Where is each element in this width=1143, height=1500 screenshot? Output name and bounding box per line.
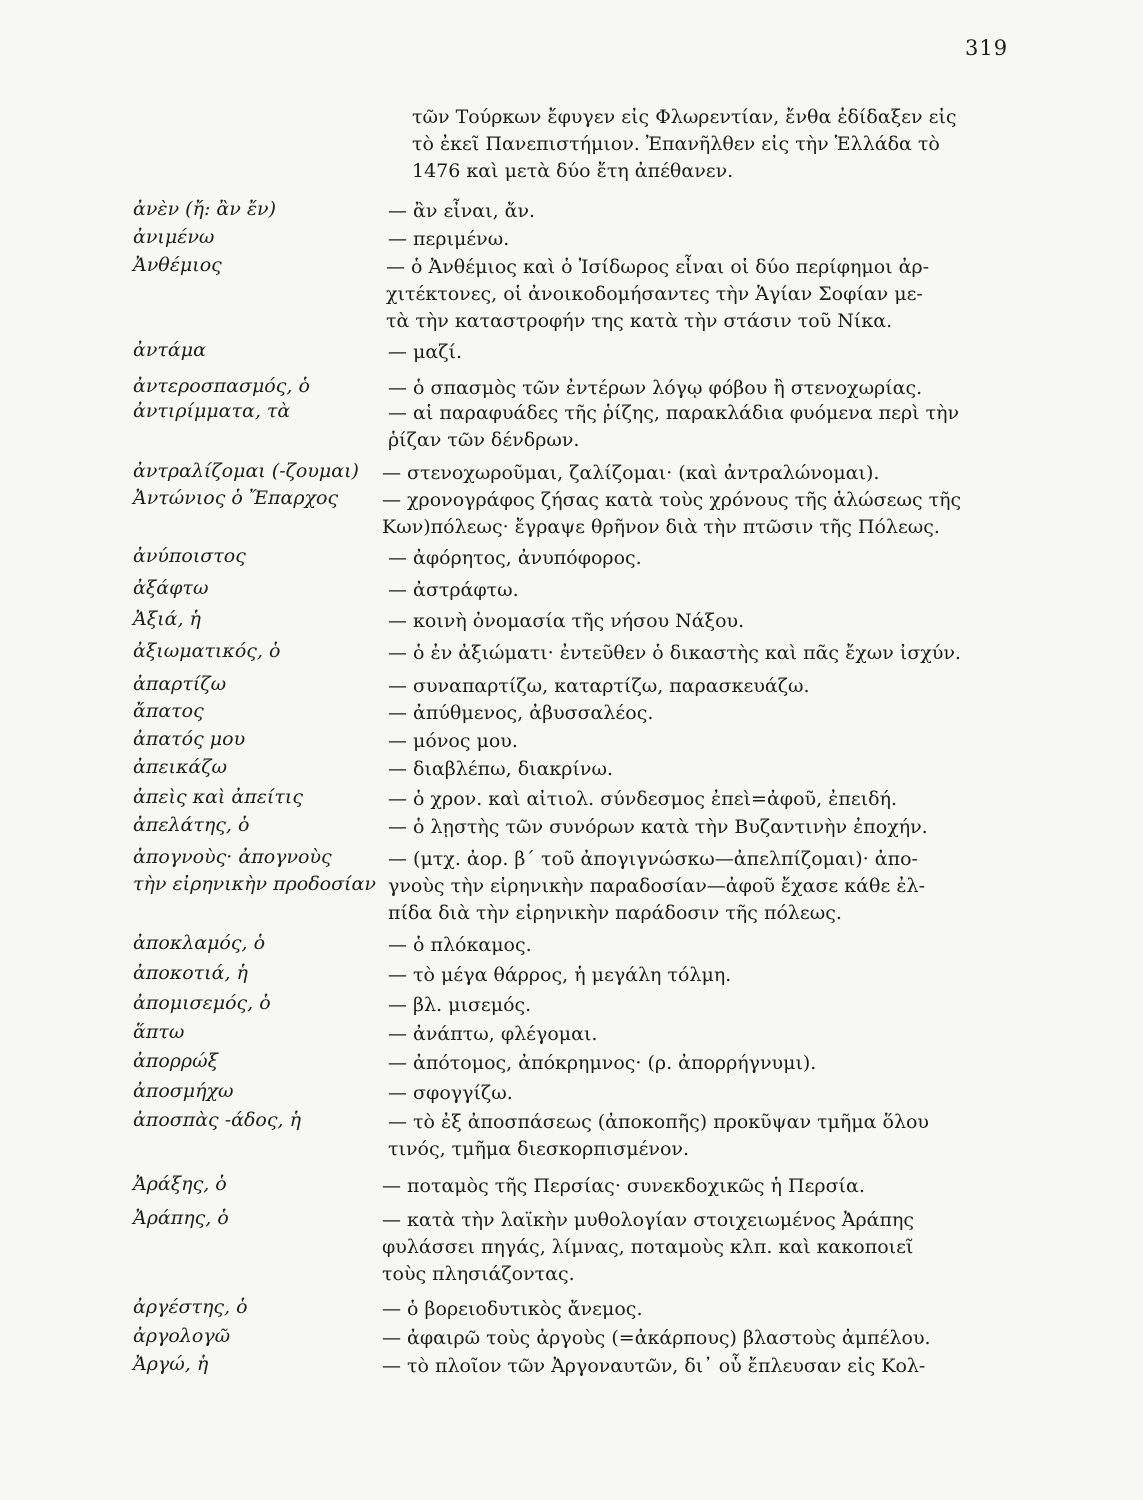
entry-headword: ἀντεροσπασμός, ὁ	[133, 375, 310, 397]
intro-paragraph: τῶν Τούρκων ἔφυγεν εἰς Φλωρεντίαν, ἔνθα ἐδίδαξεν εἰς τὸ ἐκεῖ Πανεπιστήμιον. Ἐπανῆλθεν εἰς τὴν Ἑλλάδα τὸ 1476 καὶ μετὰ δύο ἔτη ἀπέθανεν.	[412, 106, 957, 182]
entry-headword: ἀπομισεμός, ὁ	[133, 992, 271, 1014]
entry-headword: ἀργέστης, ὁ	[133, 1296, 248, 1318]
entry-definition: — ὁ Ἀνθέμιος καὶ ὁ Ἰσίδωρος εἶναι οἱ δύο περίφημοι ἀρ- χιτέκτονες, οἱ ἀνοικοδομήσαντες τὴν Ἁγίαν Σοφίαν με- τὰ τὴν καταστροφήν της κατὰ τὴν στάσιν τοῦ Νίκα.	[386, 256, 930, 332]
entry-headword: ἀξιωματικός, ὁ	[133, 640, 281, 662]
entry-definition: — ἀνάπτω, φλέγομαι.	[388, 1023, 598, 1045]
entry-definition: — περιμένω.	[388, 228, 510, 250]
entry-definition: — κατὰ τὴν λαϊκὴν μυθολογίαν στοιχειωμένος Ἀράπης φυλάσσει πηγάς, λίμνας, ποταμοὺς κλπ. καὶ κακοποιεῖ τοὺς πλησιάζοντας.	[382, 1209, 915, 1285]
entry-definition: — στενοχωροῦμαι, ζαλίζομαι· (καὶ ἀντραλώνομαι).	[382, 462, 880, 484]
entry-headword: ἀντάμα	[133, 339, 206, 361]
entry-headword: ἀπεικάζω	[133, 756, 228, 778]
entry-definition: — μόνος μου.	[388, 730, 518, 752]
entry-headword: ἀποσμήχω	[133, 1080, 234, 1102]
entry-definition: — ὁ σπασμὸς τῶν ἐντέρων λόγῳ φόβου ἢ στενοχωρίας.	[388, 377, 923, 399]
entry-definition: — ἀπύθμενος, ἀβυσσαλέος.	[388, 702, 654, 724]
entry-headword: ἀποκλαμός, ὁ	[133, 932, 266, 954]
entry-definition: — ὁ βορειοδυτικὸς ἄνεμος.	[382, 1298, 643, 1320]
entry-headword: ἀνύποιστος	[133, 545, 246, 567]
entry-headword: ἀποκοτιά, ἡ	[133, 962, 248, 984]
entry-headword-continuation: τὴν εἰρηνικὴν προδοσίαν	[133, 873, 376, 895]
entry-definition: — ἀφόρητος, ἀνυπόφορος.	[388, 547, 642, 569]
entry-definition: — βλ. μισεμός.	[388, 994, 532, 1016]
entry-definition: — κοινὴ ὀνομασία τῆς νήσου Νάξου.	[388, 610, 745, 632]
entry-headword: Ἀράπης, ὁ	[133, 1207, 229, 1229]
entry-definition: — ἂν εἶναι, ἄν.	[388, 200, 536, 222]
entry-definition: — ὁ λῃστὴς τῶν συνόρων κατὰ τὴν Βυζαντινὴν ἐποχήν.	[388, 816, 928, 838]
entry-headword: Ἀντώνιος ὁ Ἔπαρχος	[133, 487, 339, 509]
entry-definition: — ἀστράφτω.	[388, 579, 519, 601]
entry-definition: — συναπαρτίζω, καταρτίζω, παρασκευάζω.	[388, 675, 810, 697]
entry-definition: — (μτχ. ἀορ. β΄ τοῦ ἀπογιγνώσκω—ἀπελπίζομαι)· ἀπο- γνοὺς τὴν εἰρηνικὴν παραδοσίαν—ἀφοῦ ἔχασε κάθε ἐλ- πίδα διὰ τὴν εἰρηνικὴν παράδοσιν τῆς πόλεως.	[388, 848, 925, 924]
entry-headword: Ἀργώ, ἡ	[133, 1353, 209, 1375]
entry-definition: — ἀφαιρῶ τοὺς ἀργοὺς (=ἀκάρπους) βλαστοὺς ἀμπέλου.	[382, 1327, 931, 1349]
entry-headword: ἀπογνοὺς· ἀπογνοὺς	[133, 846, 332, 868]
entry-headword: ἀπατός μου	[133, 728, 246, 750]
entry-headword: ἀπορρώξ	[133, 1050, 219, 1072]
entry-headword: ἀξάφτω	[133, 577, 209, 599]
entry-definition: — μαζί.	[388, 341, 463, 363]
entry-definition: — χρονογράφος ζήσας κατὰ τοὺς χρόνους τῆς ἁλώσεως τῆς Κων)πόλεως· ἔγραψε θρῆνον διὰ τὴν πτῶσιν τῆς Πόλεως.	[382, 489, 962, 538]
entry-headword: ἀποσπὰς -άδος, ἡ	[133, 1109, 301, 1131]
entry-headword: Ἀνθέμιος	[133, 254, 222, 276]
entry-definition: — τὸ μέγα θάρρος, ἡ μεγάλη τόλμη.	[388, 964, 732, 986]
entry-headword: ἀπαρτίζω	[133, 673, 227, 695]
entry-headword: Ἀξιά, ἡ	[133, 608, 201, 630]
entry-definition: — σφογγίζω.	[388, 1082, 513, 1104]
entry-headword: ἀντραλίζομαι (-ζουμαι)	[133, 460, 359, 482]
entry-definition: — ὁ ἐν ἀξιώματι· ἐντεῦθεν ὁ δικαστὴς καὶ πᾶς ἔχων ἰσχύν.	[388, 642, 961, 664]
entry-headword: ἀπεὶς καὶ ἀπείτις	[133, 786, 303, 808]
entry-headword: ἀνιμένω	[133, 226, 215, 248]
entry-definition: — ποταμὸς τῆς Περσίας· συνεκδοχικῶς ἡ Περσία.	[382, 1175, 865, 1197]
entry-definition: — αἱ παραφυάδες τῆς ῥίζης, παρακλάδια φυόμενα περὶ τὴν ῥίζαν τῶν δένδρων.	[388, 402, 960, 451]
entry-definition: — τὸ πλοῖον τῶν Ἀργοναυτῶν, δι᾿ οὗ ἔπλευσαν εἰς Κολ-	[382, 1355, 926, 1377]
entry-headword: ἀπελάτης, ὁ	[133, 814, 250, 836]
entry-headword: Ἀράξης, ὁ	[133, 1173, 227, 1195]
page-number: 319	[965, 36, 1009, 60]
entry-definition: — ὁ χρον. καὶ αἰτιολ. σύνδεσμος ἐπεὶ=ἀφοῦ, ἐπειδή.	[388, 788, 897, 810]
entry-headword: ἄπατος	[133, 700, 204, 722]
entry-definition: — ὁ πλόκαμος.	[388, 934, 532, 956]
entry-headword: ἀργολογῶ	[133, 1325, 231, 1347]
entry-headword: ἀντιρίμματα, τὰ	[133, 400, 291, 422]
entry-definition: — διαβλέπω, διακρίνω.	[388, 758, 613, 780]
entry-definition: — ἀπότομος, ἀπόκρημνος· (ρ. ἀπορρήγνυμι).	[388, 1052, 817, 1074]
entry-headword: ἅπτω	[133, 1021, 185, 1043]
entry-definition: — τὸ ἐξ ἀποσπάσεως (ἀποκοπῆς) προκῦψαν τμῆμα ὅλου τινός, τμῆμα διεσκορπισμένον.	[388, 1111, 929, 1160]
entry-headword: ἀνὲν (ἤ: ἂν ἔν)	[133, 198, 276, 220]
